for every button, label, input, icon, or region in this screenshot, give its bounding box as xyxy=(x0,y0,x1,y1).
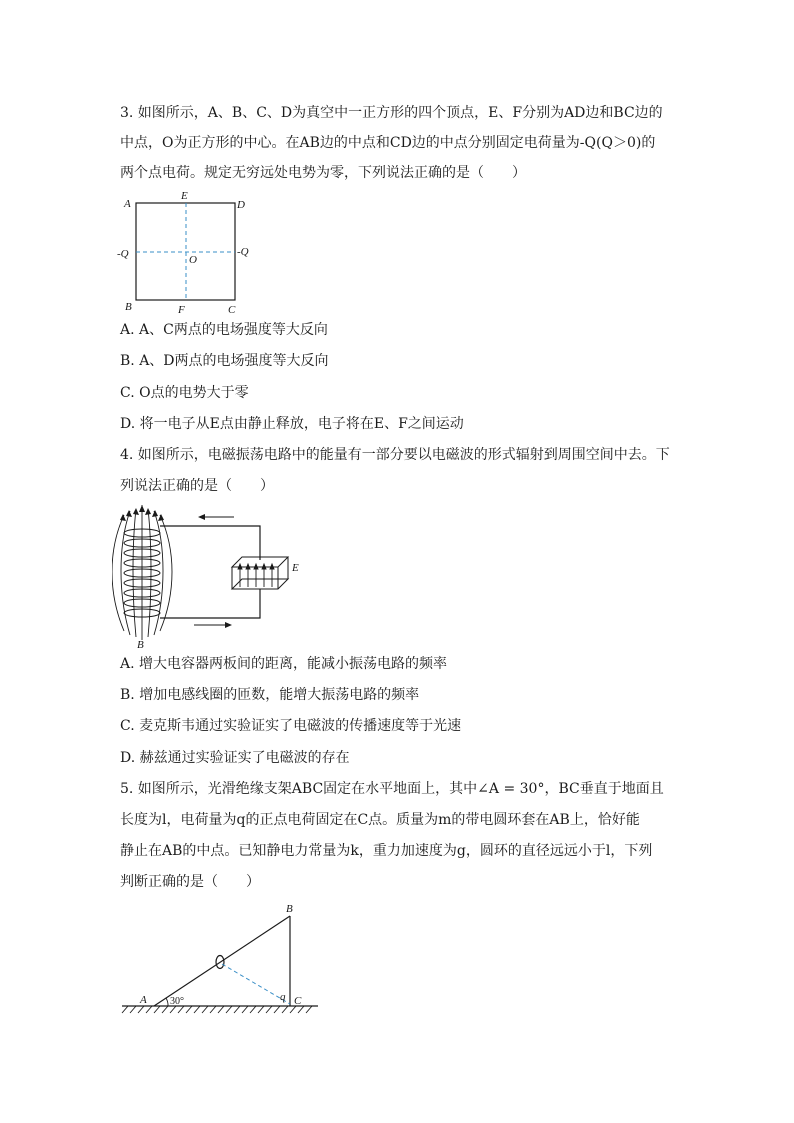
label-q: q xyxy=(280,991,286,1003)
q4-option-c: C. 麦克斯韦通过实验证实了电磁波的传播速度等于光速 xyxy=(120,718,462,734)
label-angle: 30° xyxy=(170,996,184,1007)
q3-stem-line-1: 3. 如图所示，A、B、C、D为真空中一正方形的四个顶点，E、F分别为AD边和BC边的 xyxy=(120,105,663,121)
label-left-charge: -Q xyxy=(117,248,129,260)
q4-stem-line-1: 4. 如图所示，电磁振荡电路中的能量有一部分要以电磁波的形式辐射到周围空间中去。下 xyxy=(120,447,670,463)
q5-stem-line-3: 静止在AB的中点。已知静电力常量为k，重力加速度为g，圆环的直径远远小于l，下列 xyxy=(120,843,653,859)
q3-stem-line-3: 两个点电荷。规定无穷远处电势为零，下列说法正确的是（ ） xyxy=(120,165,526,181)
label-f: F xyxy=(178,304,185,316)
label-a: A xyxy=(124,198,131,210)
label-b-field: B xyxy=(137,639,144,650)
arrow-head-bottom xyxy=(225,622,232,628)
angle-arc xyxy=(166,998,168,1006)
bottom-wire xyxy=(160,589,260,618)
label-o: O xyxy=(189,254,197,266)
q5-incline-figure xyxy=(118,900,328,1020)
magnetic-field-lines xyxy=(112,505,172,640)
label-b: B xyxy=(286,903,293,915)
q4-option-d: D. 赫兹通过实验证实了电磁波的存在 xyxy=(120,750,350,766)
label-c: C xyxy=(294,995,302,1007)
ground-hatching xyxy=(122,1006,312,1013)
incline-ab xyxy=(154,916,290,1006)
q3-stem-line-2: 中点，O为正方形的中心。在AB边的中点和CD边的中点分别固定电荷量为-Q(Q＞0)的 xyxy=(120,135,656,151)
label-e: E xyxy=(181,190,188,202)
label-d: D xyxy=(237,199,245,211)
q4-lc-circuit-figure xyxy=(112,505,312,650)
q3-option-b: B. A、D两点的电场强度等大反向 xyxy=(120,353,329,369)
q5-stem-line-4: 判断正确的是（ ） xyxy=(120,874,260,890)
label-b: B xyxy=(125,301,132,313)
q5-stem-line-1: 5. 如图所示，光滑绝缘支架ABC固定在水平地面上，其中∠A = 30°，BC垂直于地面且 xyxy=(120,781,664,797)
q3-square-figure xyxy=(112,188,262,318)
q4-option-a: A. 增大电容器两板间的距离，能减小振荡电路的频率 xyxy=(120,656,448,672)
label-e-field: E xyxy=(292,562,299,574)
q3-option-d: D. 将一电子从E点由静止释放，电子将在E、F之间运动 xyxy=(120,416,464,432)
q4-stem-line-2: 列说法正确的是（ ） xyxy=(120,478,274,494)
q5-stem-line-2: 长度为l，电荷量为q的正点电荷固定在C点。质量为m的带电圆环套在AB上，恰好能 xyxy=(120,812,640,828)
top-wire xyxy=(160,526,260,560)
label-c: C xyxy=(228,304,236,316)
q3-option-a: A. A、C两点的电场强度等大反向 xyxy=(120,322,328,338)
label-right-charge: -Q xyxy=(237,246,249,258)
label-a: A xyxy=(140,994,147,1006)
q4-option-b: B. 增加电感线圈的匝数，能增大振荡电路的频率 xyxy=(120,687,420,703)
arrow-head-top xyxy=(198,514,205,520)
q3-option-c: C. O点的电势大于零 xyxy=(120,385,249,401)
